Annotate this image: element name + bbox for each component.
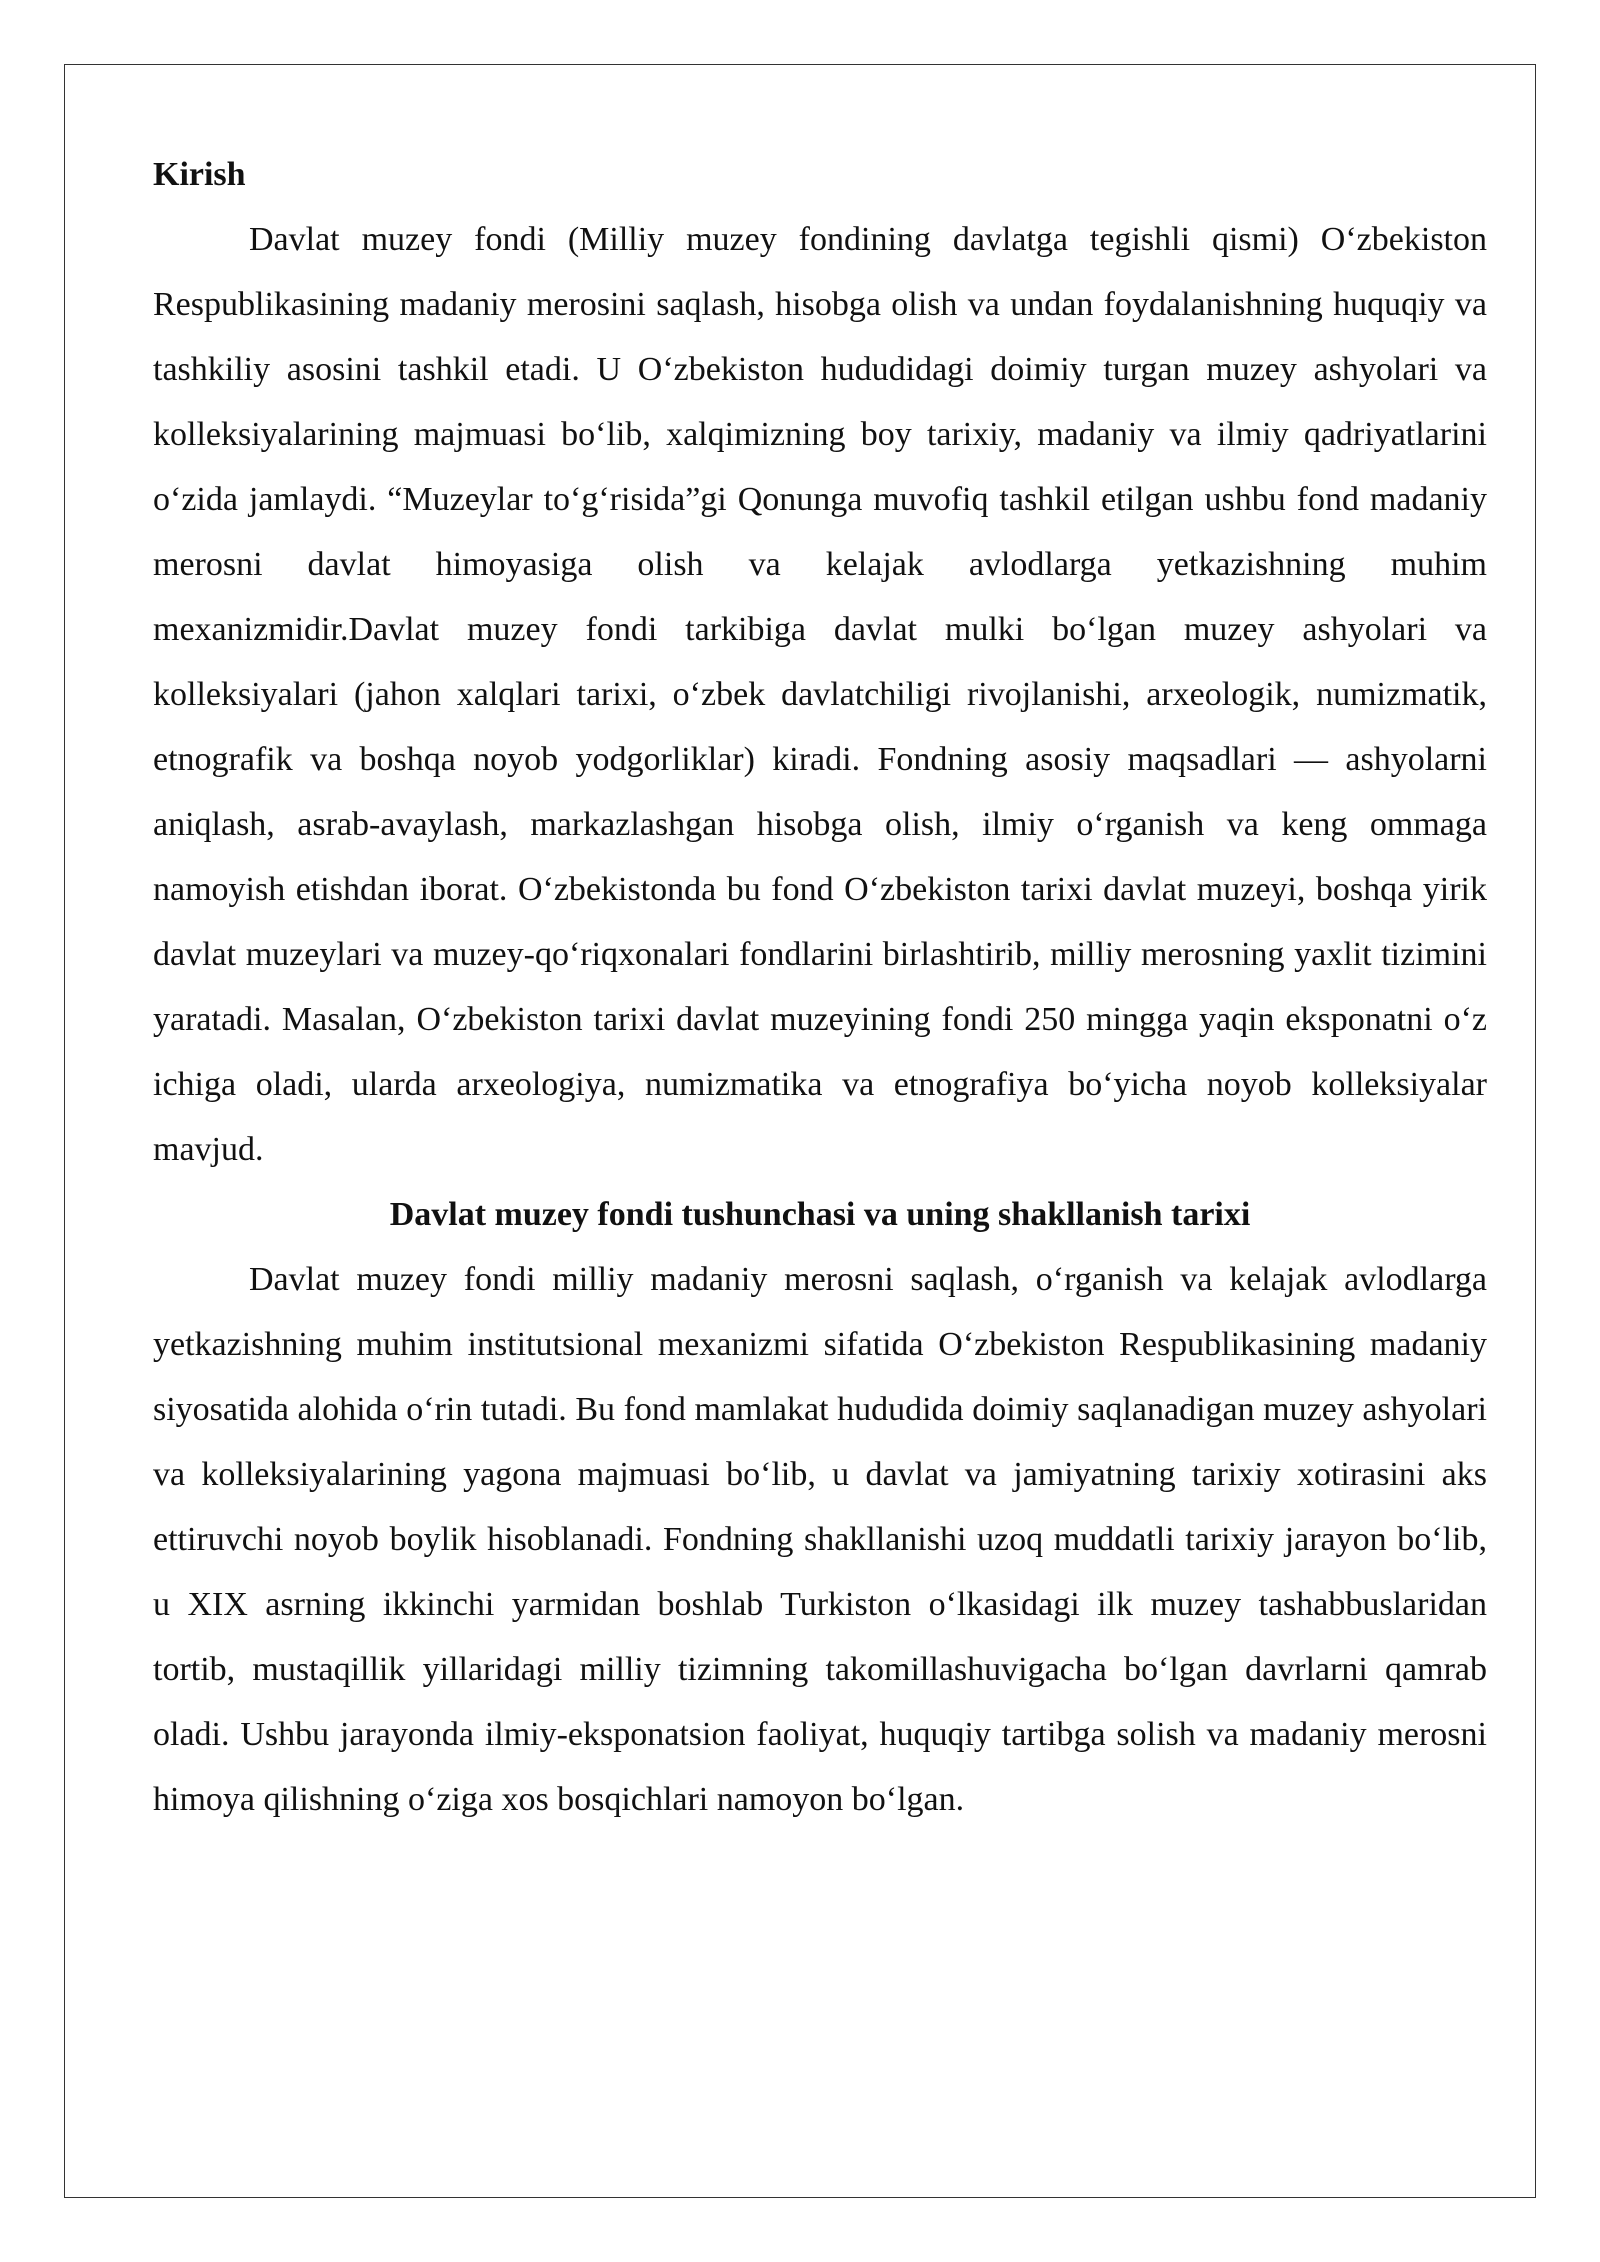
- document-body: [153, 142, 1487, 1832]
- intro-paragraph: Davlat muzey fondi (Milliy muzey fondining davlatga tegishli qismi) O‘zbekiston Respublikasining madaniy merosini saqlash, hisobga olish va undan foydalanishning huquqiy va tashkiliy asosini tashkil etadi. U O‘zbekiston hududidagi doimiy turgan muzey ashyolari va kolleksiyalarining majmuasi bo‘lib, xalqimizning boy tarixiy, madaniy va ilmiy qadriyatlarini o‘zida jamlaydi. “Muzeylar to‘g‘risida”gi Qonunga muvofiq tashkil etilgan ushbu fond madaniy merosni davlat himoyasiga olish va kelajak avlodlarga yetkazishning muhim mexanizmidir.Davlat muzey fondi tarkibiga davlat mulki bo‘lgan muzey ashyolari va kolleksiyalari (jahon xalqlari tarixi, o‘zbek davlatchiligi rivojlanishi, arxeologik, numizmatik, etnografik va boshqa noyob yodgorliklar) kiradi. Fondning asosiy maqsadlari — ashyolarni aniqlash, asrab-avaylash, markazlashgan hisobga olish, ilmiy o‘rganish va keng ommaga namoyish etishdan iborat. O‘zbekistonda bu fond O‘zbekiston tarixi davlat muzeyi, boshqa yirik davlat muzeylari va muzey-qo‘riqxonalari fondlarini birlashtirib, milliy merosning yaxlit tizimini yaratadi. Masalan, O‘zbekiston tarixi davlat muzeyining fondi 250 mingga yaqin eksponatni o‘z ichiga oladi, ularda arxeologiya, numizmatika va etnografiya bo‘yicha noyob kolleksiyalar mavjud.: [153, 221, 1487, 1168]
- section-heading: Davlat muzey fondi tushunchasi va uning shakllanish tarixi: [389, 1196, 1251, 1233]
- section-paragraph: Davlat muzey fondi milliy madaniy merosni saqlash, o‘rganish va kelajak avlodlarga yetkazishning muhim institutsional mexanizmi sifatida O‘zbekiston Respublikasining madaniy siyosatida alohida o‘rin tutadi. Bu fond mamlakat hududida doimiy saqlanadigan muzey ashyolari va kolleksiyalarining yagona majmuasi bo‘lib, u davlat va jamiyatning tarixiy xotirasini aks ettiruvchi noyob boylik hisoblanadi. Fondning shakllanishi uzoq muddatli tarixiy jarayon bo‘lib, u XIX asrning ikkinchi yarmidan boshlab Turkiston o‘lkasidagi ilk muzey tashabbuslaridan tortib, mustaqillik yillaridagi milliy tizimning takomillashuvigacha bo‘lgan davrlarni qamrab oladi. Ushbu jarayonda ilmiy-eksponatsion faoliyat, huquqiy tartibga solish va madaniy merosni himoya qilishning o‘ziga xos bosqichlari namoyon bo‘lgan.: [153, 1261, 1487, 1818]
- intro-heading: Kirish: [153, 156, 246, 193]
